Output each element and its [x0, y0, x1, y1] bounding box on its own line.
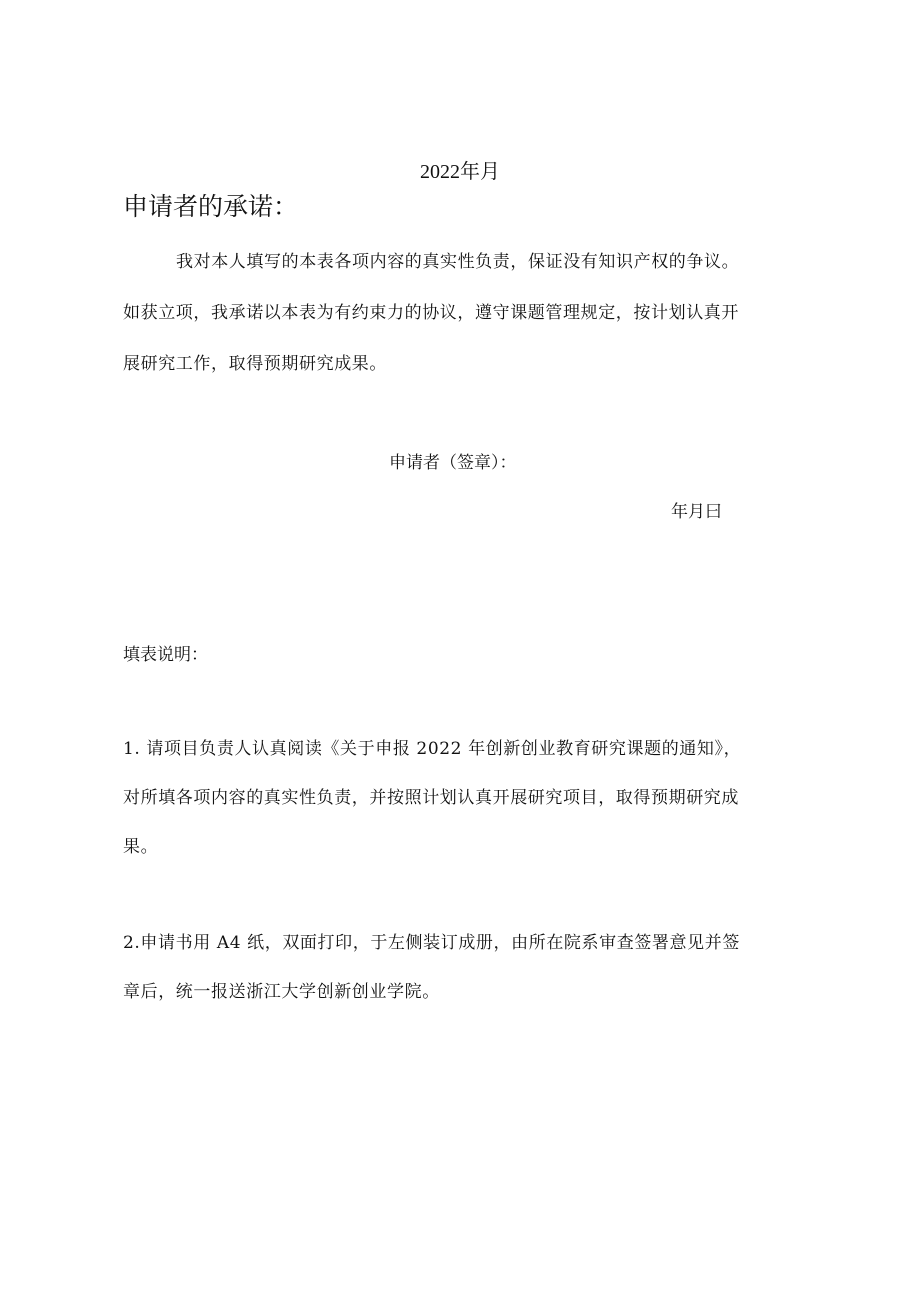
instruction-1-line-3: 果。 [123, 837, 159, 857]
instruction-1-line-2: 对所填各项内容的真实性负责，并按照计划认真开展研究项目，取得预期研究成 [123, 788, 739, 808]
instruction-2-line-2: 章后，统一报送浙江大学创新创业学院。 [123, 982, 440, 1002]
date-title: 2022年月 [420, 161, 500, 183]
pledge-line-2: 如获立项，我承诺以本表为有约束力的协议，遵守课题管理规定，按计划认真开 [123, 303, 739, 323]
pledge-line-1: 我对本人填写的本表各项内容的真实性负责，保证没有知识产权的争议。 [176, 252, 740, 272]
pledge-line-3: 展研究工作，取得预期研究成果。 [123, 354, 387, 374]
signature-date-label: 年月曰 [671, 502, 722, 522]
instruction-2-line-1: 2.申请书用 A4 纸，双面打印，于左侧装订成册，由所在院系审查签署意见并签 [123, 933, 740, 953]
instruction-1-line-1: 1. 请项目负责人认真阅读《关于申报 2022 年创新创业教育研究课题的通知》， [123, 739, 742, 759]
pledge-heading: 申请者的承诺： [123, 192, 299, 221]
signature-label: 申请者（签章）： [389, 453, 517, 473]
instructions-heading: 填表说明： [123, 645, 208, 665]
